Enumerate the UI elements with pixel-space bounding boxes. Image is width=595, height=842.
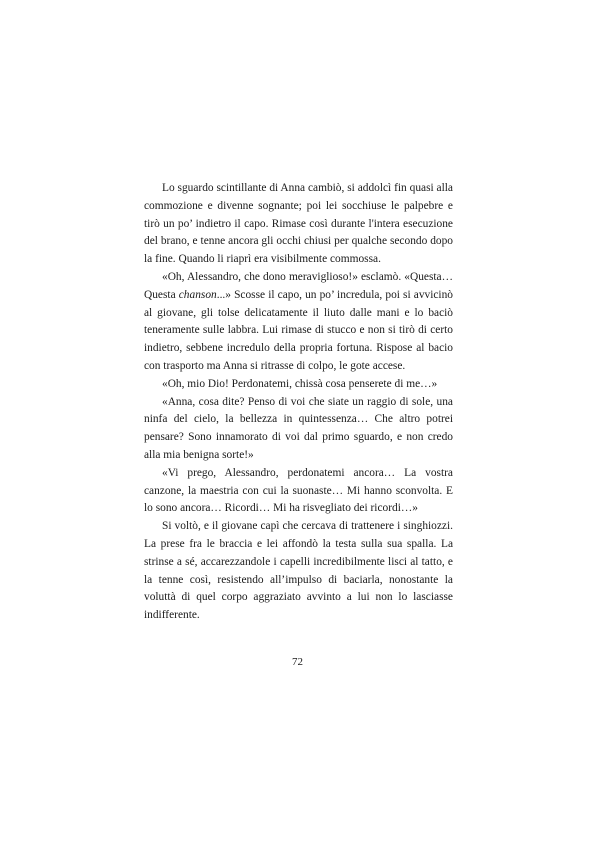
- paragraph: [144, 394, 453, 465]
- paragraph: [144, 465, 453, 518]
- paragraph-text: Lo sguardo scintillante di Anna cambiò, si addolcì fin quasi alla commozione e divenne sognante; poi lei socchiuse le palpebre e tirò un po’ indietro il capo. Rimase così durante l'intera esecuzione del brano, e tenne ancora gli occhi chiusi per qualche secondo dopo la fine. Quando li riaprì era visibilmente commossa.: [144, 182, 453, 266]
- paragraph-text: «Oh, Alessandro, che dono meraviglioso!» esclamò. «Questa… Questa: [144, 270, 453, 301]
- paragraph: [144, 269, 453, 376]
- paragraph: [144, 180, 453, 269]
- paragraph: [144, 376, 453, 394]
- italic-text: chanson: [178, 288, 217, 301]
- paragraph-text: ...» Scosse il capo, un po’ incredula, poi si avvicinò al giovane, gli tolse delicatamente il liuto dalle mani e lo baciò teneramente sulle labbra. Lui rimase di stucco e non si tirò di certo indietro, sebbene incredulo della propria fortuna. Rispose al bacio con trasporto ma Anna si ritrasse di colpo, le gote accese.: [144, 288, 453, 372]
- paragraph-text: Si voltò, e il giovane capì che cercava di trattenere i singhiozzi. La prese fra le braccia e lei affondò la testa sulla sua spalla. La strinse a sé, accarezzandole i capelli incredibilmente lisci al tatto, e la tenne così, resistendo all’impulso di baciarla, nonostante la voluttà di quel corpo aggraziato avvinto a lui non lo lasciasse indifferente.: [144, 520, 453, 622]
- paragraph-text: «Oh, mio Dio! Perdonatemi, chissà cosa penserete di me…»: [162, 377, 438, 390]
- paragraph: [144, 518, 453, 625]
- paragraph-text: «Vi prego, Alessandro, perdonatemi ancora… La vostra canzone, la maestria con cui la suonaste… Mi hanno sconvolta. E lo sono ancora… Ricordi… Mi ha risvegliato dei ricordi…»: [144, 466, 453, 515]
- paragraph-text: «Anna, cosa dite? Penso di voi che siate un raggio di sole, una ninfa del cielo, la bellezza in quintessenza… Che altro potrei pensare? Sono innamorato di voi dal primo sguardo, e non credo alla mia benigna sorte!»: [144, 395, 453, 461]
- page-number: 72: [292, 656, 303, 668]
- body-text: [144, 180, 453, 625]
